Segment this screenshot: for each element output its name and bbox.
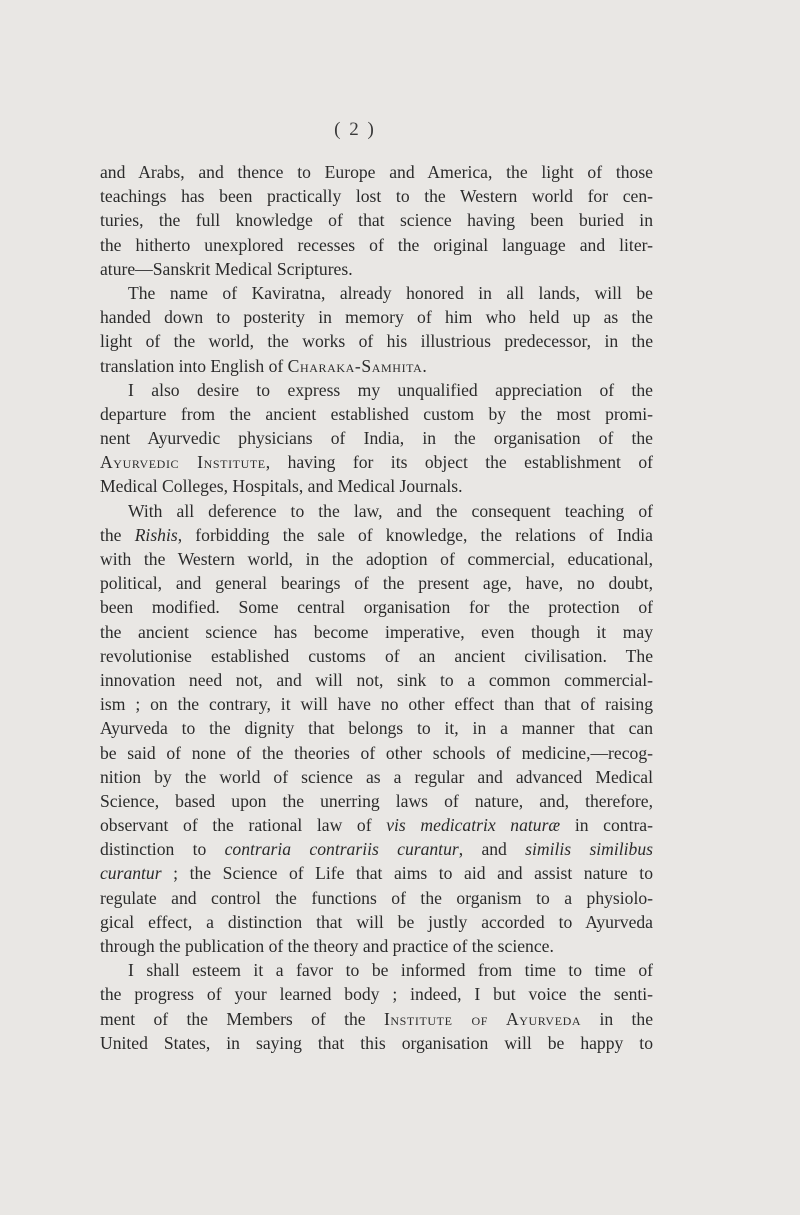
text-line: teachings has been practically lost to the Western world for cen- xyxy=(100,186,653,207)
text-line xyxy=(100,354,653,378)
text-segment: in the xyxy=(599,1008,654,1029)
text-segment-italic: vis medicatrix naturæ xyxy=(386,815,561,836)
page-number: ( 2 ) xyxy=(334,119,376,140)
text-line: I shall esteem it a favor to be informed from time to time of xyxy=(128,960,653,981)
text-segment: the xyxy=(100,524,122,545)
text-line xyxy=(100,813,653,837)
text-segment: distinction to xyxy=(100,839,207,860)
text-line: ature—Sanskrit Medical Scriptures. xyxy=(100,258,353,279)
body-text xyxy=(100,160,653,1055)
text-line: the ancient science has become imperative, even though it may xyxy=(100,621,653,642)
text-line: through the publication of the theory and practice of the science. xyxy=(100,936,554,956)
text-segment-smallcaps: Institute of Ayurveda xyxy=(383,1008,582,1029)
text-line: Ayurveda to the dignity that belongs to it, in a manner that can xyxy=(100,718,653,739)
text-line: With all deference to the law, and the consequent teaching of xyxy=(128,500,653,521)
text-line: United States, in saying that this organisation will be happy to xyxy=(100,1032,653,1053)
text-segment-italic: similis similibus xyxy=(525,839,653,860)
text-line: be said of none of the theories of other schools of medicine,—recog- xyxy=(100,742,653,763)
text-segment: . xyxy=(422,355,427,376)
text-line: I also desire to express my unqualified appreciation of the xyxy=(128,379,653,400)
text-line: light of the world, the works of his illustrious predecessor, in the xyxy=(100,331,653,352)
text-segment-italic: Rishis xyxy=(134,524,178,545)
text-line: and Arabs, and thence to Europe and America, the light of those xyxy=(100,162,653,182)
text-segment: ; the Science of Life that aims to aid and assist nature to xyxy=(173,863,653,884)
text-segment-smallcaps: Ayurvedic Institute xyxy=(100,452,266,473)
text-segment-italic: curantur xyxy=(100,863,162,884)
text-line: the hitherto unexplored recesses of the original language and liter- xyxy=(100,234,653,255)
text-line: gical effect, a distinction that will be justly accorded to Ayurveda xyxy=(100,911,653,932)
text-segment: ment of the Members of the xyxy=(100,1008,366,1029)
text-segment-smallcaps: Charaka-Samhita xyxy=(287,355,423,376)
text-line: regulate and control the functions of the organism to a physiolo- xyxy=(100,887,653,908)
text-line: with the Western world, in the adoption of commercial, educational, xyxy=(100,549,653,569)
text-line xyxy=(100,1007,653,1031)
text-segment: , forbidding the sale of knowledge, the relations of India xyxy=(177,524,653,545)
text-line: been modified. Some central organisation for the protection of xyxy=(100,597,653,618)
text-line: ism ; on the contrary, it will have no other effect than that of raising xyxy=(100,694,653,715)
text-line: revolutionise established customs of an ancient civilisation. The xyxy=(100,645,653,666)
text-line xyxy=(100,450,653,474)
text-line xyxy=(100,837,653,861)
text-line xyxy=(100,523,653,547)
text-segment: translation into English of xyxy=(100,355,284,376)
text-line: handed down to posterity in memory of him who held up as the xyxy=(100,307,653,328)
text-segment: in contra- xyxy=(574,815,653,836)
text-line xyxy=(100,861,653,885)
text-line: Science, based upon the unerring laws of nature, and, therefore, xyxy=(100,790,653,811)
text-line: nent Ayurvedic physicians of India, in the organisation of the xyxy=(100,428,653,449)
text-line: turies, the full knowledge of that science having been buried in xyxy=(100,210,653,231)
text-line: departure from the ancient established custom by the most promi- xyxy=(100,403,653,424)
text-segment-italic: contraria contrariis curantur xyxy=(224,839,459,860)
text-line: The name of Kaviratna, already honored in all lands, will be xyxy=(128,282,653,303)
text-line: Medical Colleges, Hospitals, and Medical Journals. xyxy=(100,476,463,497)
text-line: the progress of your learned body ; indeed, I but voice the senti- xyxy=(100,984,653,1005)
text-line: political, and general bearings of the present age, have, no doubt, xyxy=(100,573,653,594)
text-line: innovation need not, and will not, sink to a common commercial- xyxy=(100,669,653,690)
text-segment: , and xyxy=(458,839,507,860)
text-line: nition by the world of science as a regular and advanced Medical xyxy=(100,766,653,787)
text-segment: observant of the rational law of xyxy=(100,815,372,836)
text-segment: , having for its object the establishment of xyxy=(265,452,653,473)
